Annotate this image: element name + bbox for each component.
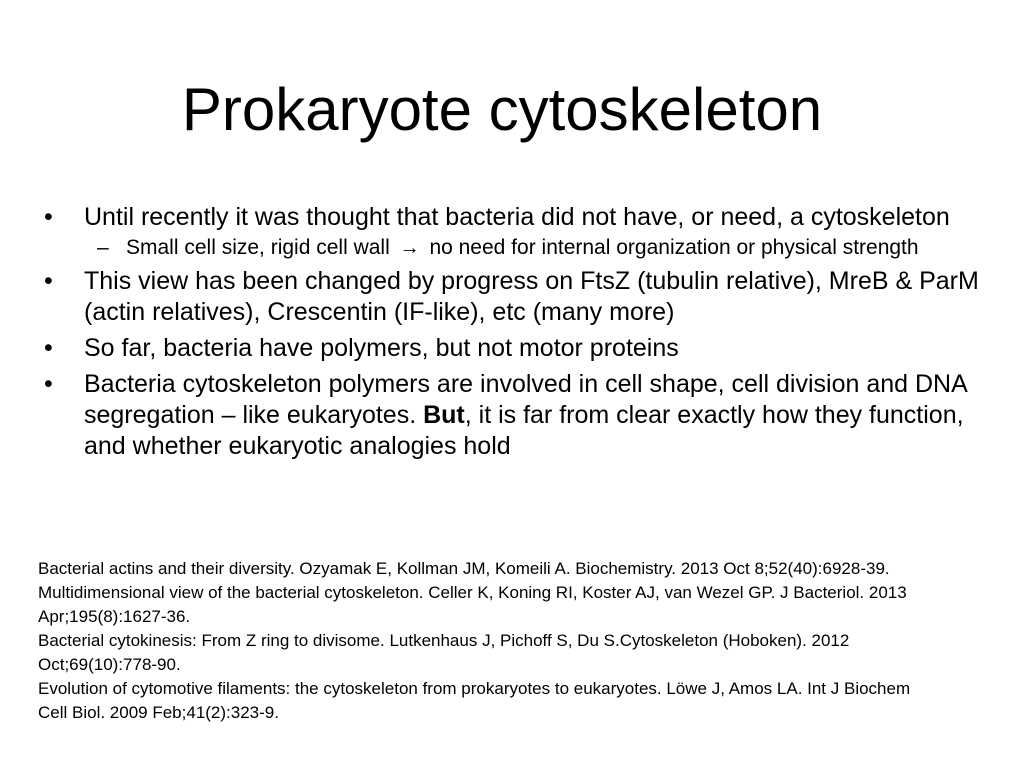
slide-title: Prokaryote cytoskeleton: [181, 76, 823, 143]
bullet-item: [44, 266, 994, 328]
bullet-marker: •: [44, 334, 53, 362]
sub-bullet-text-before: Small cell size, rigid cell wall: [126, 236, 390, 259]
arrow-right-icon: →: [399, 237, 420, 259]
bullet-list: [44, 202, 994, 467]
bullet-marker: •: [44, 267, 53, 295]
reference-item: Evolution of cytomotive filaments: the cytoskeleton from prokaryotes to eukaryotes. Löwe J, Amos LA. Int J Biochem Cell Biol. 2009 Feb;41(2):323-9.: [38, 679, 911, 722]
references: [38, 557, 918, 725]
bullet-marker: •: [44, 370, 53, 398]
bullet-bold-text: But: [423, 401, 465, 429]
bullet-item: [44, 369, 994, 462]
sub-bullet-list: [84, 235, 994, 261]
reference-item: Bacterial cytokinesis: From Z ring to divisome. Lutkenhaus J, Pichoff S, Du S.Cytoskeleton (Hoboken). 2012 Oct;69(10):778-90.: [38, 631, 850, 674]
bullet-item: [44, 333, 994, 364]
sub-bullet-marker: –: [97, 236, 109, 259]
reference-item: Bacterial actins and their diversity. Ozyamak E, Kollman JM, Komeili A. Biochemistry. 2013 Oct 8;52(40):6928-39.: [38, 559, 890, 578]
bullet-text: This view has been changed by progress on FtsZ (tubulin relative), MreB & ParM (actin relatives), Crescentin (IF-like), etc (many more): [84, 267, 979, 326]
sub-bullet-text-after: no need for internal organization or physical strength: [429, 236, 919, 259]
bullet-text-after-bold: , it is far from clear exactly how they function, and whether eukaryotic analogies hold: [84, 401, 964, 460]
bullet-marker: •: [44, 203, 53, 231]
sub-bullet-item: [82, 235, 994, 261]
reference-item: Multidimensional view of the bacterial cytoskeleton. Celler K, Koning RI, Koster AJ, van Wezel GP. J Bacteriol. 2013 Apr;195(8):1627-36.: [38, 583, 907, 626]
bullet-item: [44, 202, 994, 261]
bullet-text-before-bold: Bacteria cytoskeleton polymers are involved in cell shape, cell division and DNA segregation – like eukaryotes.: [84, 370, 967, 429]
bullet-text: So far, bacteria have polymers, but not motor proteins: [84, 334, 679, 362]
bullet-text: Until recently it was thought that bacteria did not have, or need, a cytoskeleton: [84, 203, 950, 231]
